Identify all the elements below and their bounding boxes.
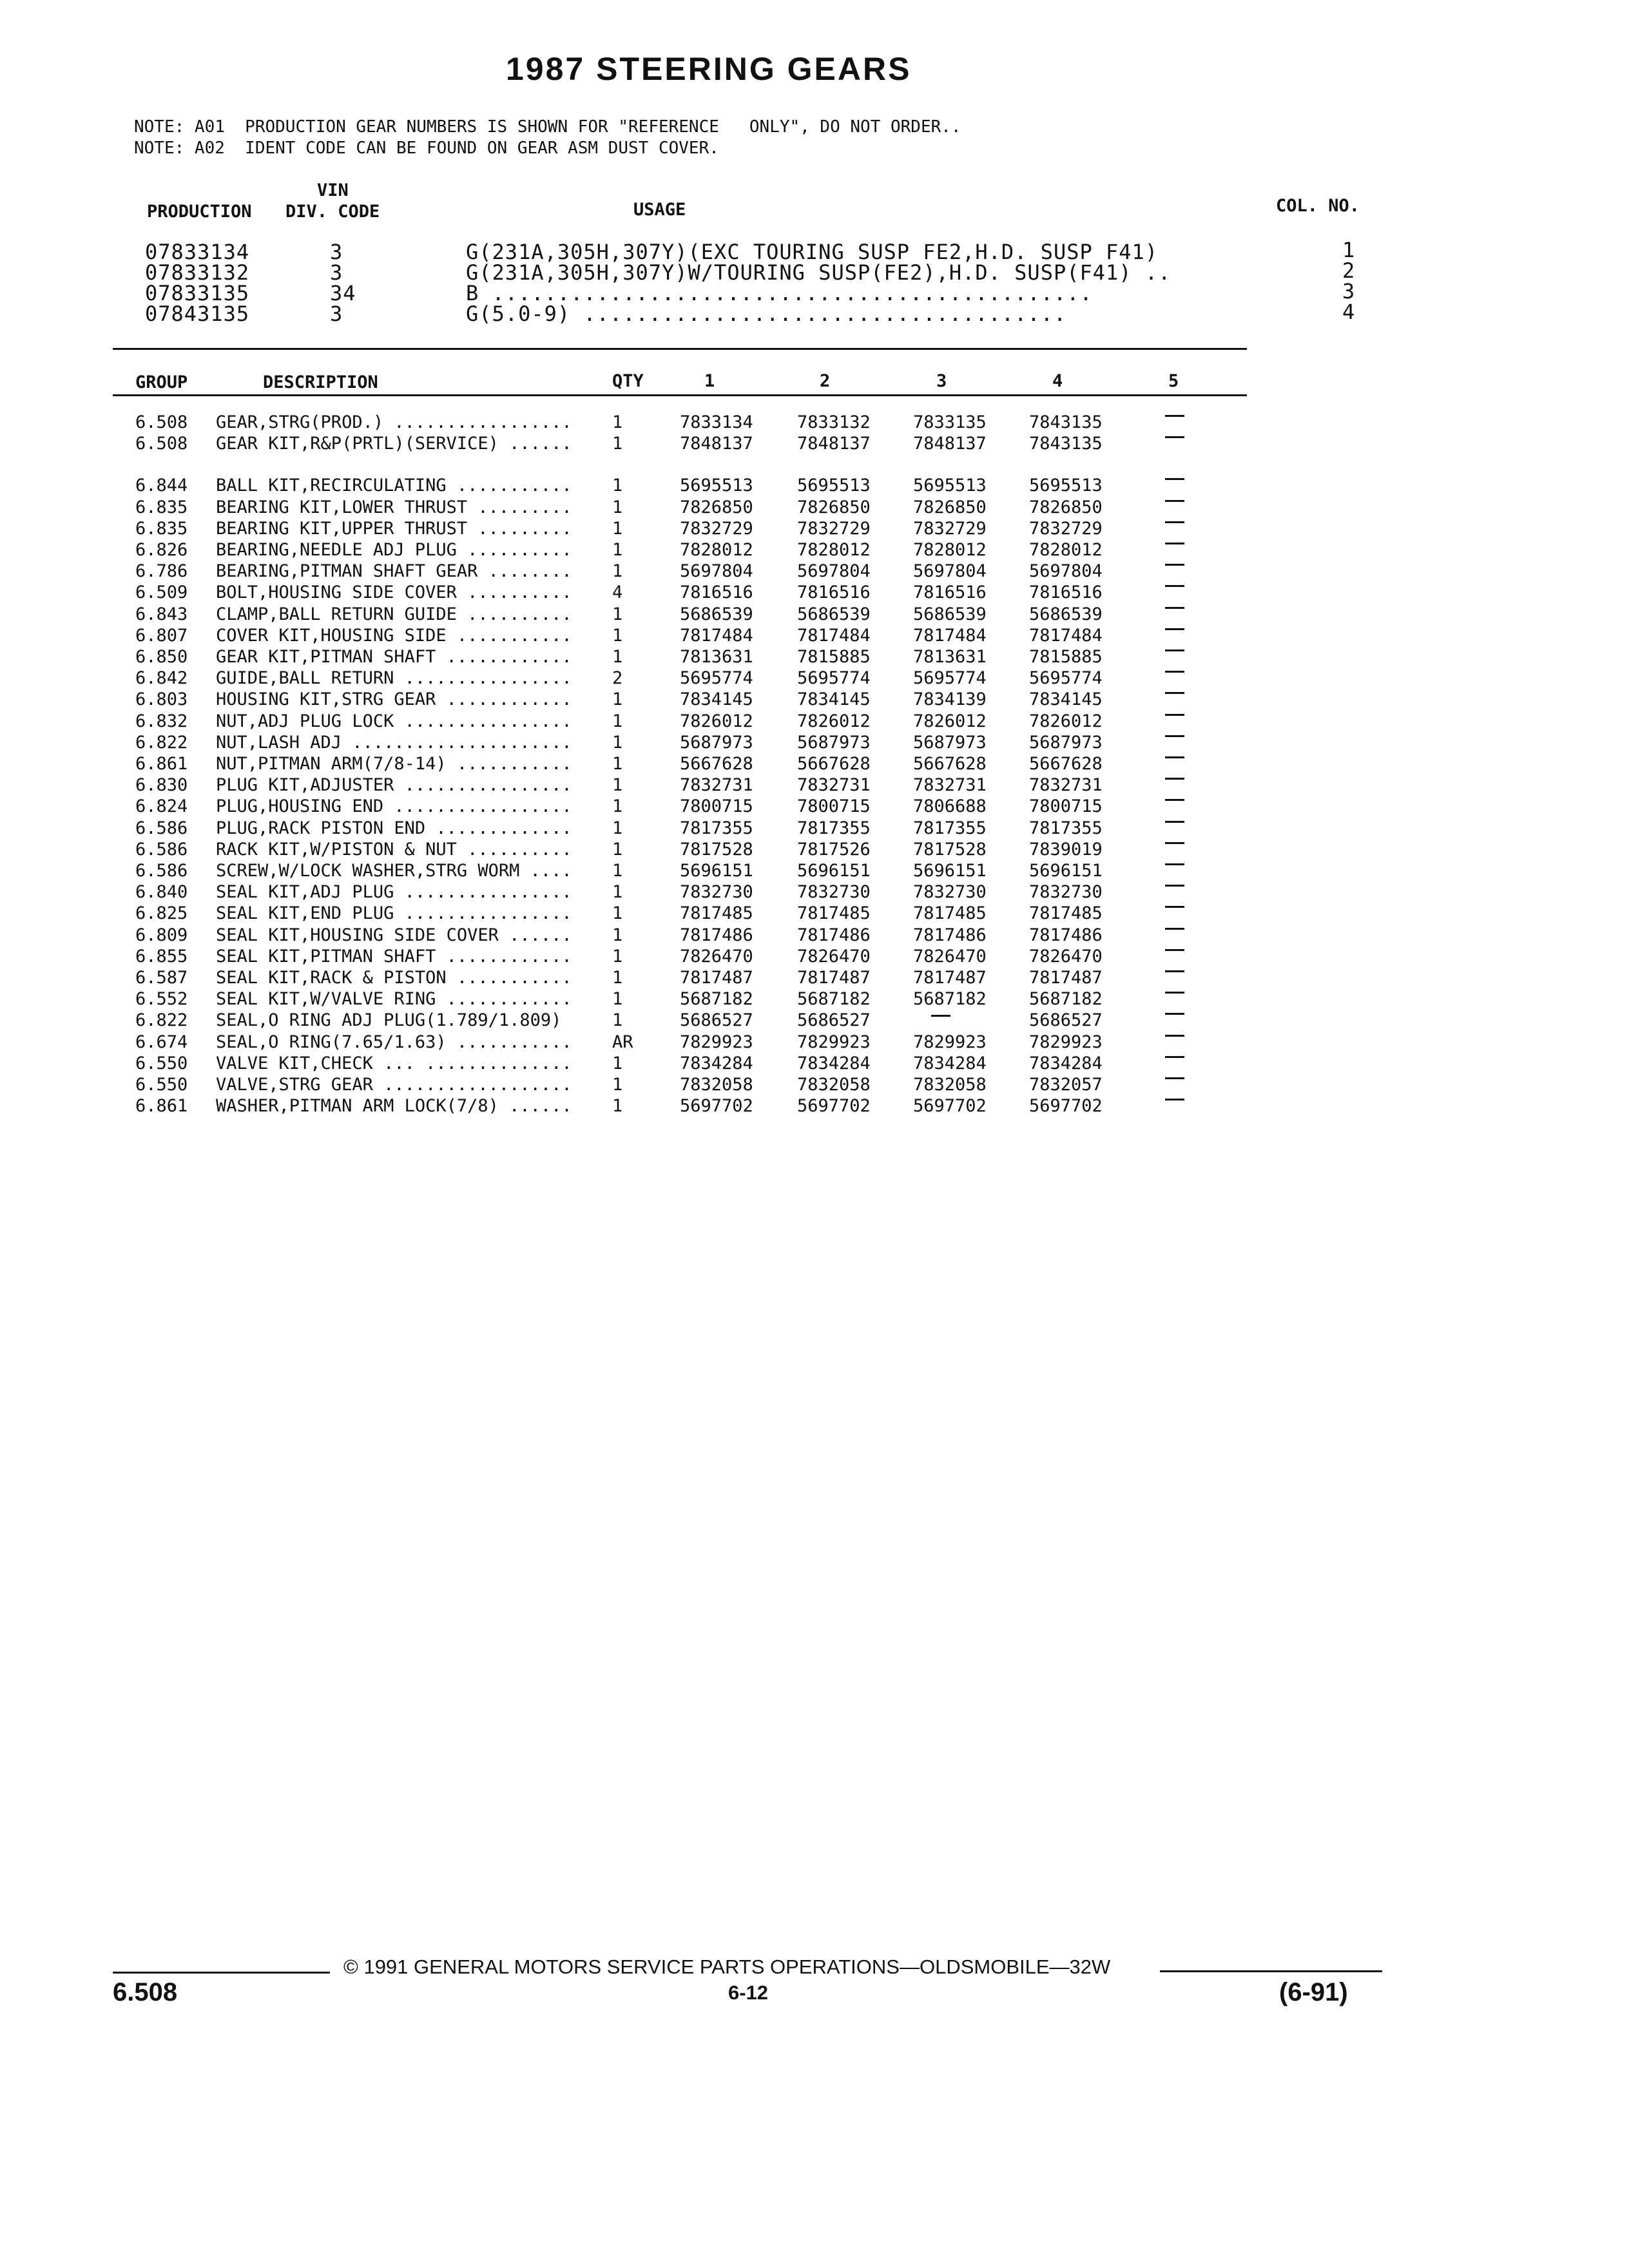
part-number-cell: 7843135	[1029, 412, 1103, 432]
part-number-cell: 5697804	[913, 561, 987, 582]
group-cell: 6.822	[135, 1010, 188, 1031]
part-number-cell: 7832729	[913, 518, 987, 539]
description-cell: NUT,PITMAN ARM(7/8-14) ...........	[216, 754, 572, 774]
col-5-dash	[1165, 885, 1184, 887]
part-number-cell: 7834284	[797, 1053, 871, 1073]
group-cell: 6.842	[135, 668, 188, 689]
group-cell: 6.844	[135, 476, 188, 496]
part-number-cell: 5687182	[680, 989, 753, 1010]
col-5-dash	[1165, 521, 1184, 523]
col-5-dash	[1165, 436, 1184, 438]
part-number-cell: 7826850	[680, 497, 753, 517]
part-number-cell: 7817528	[913, 839, 987, 860]
part-number-cell: 7832058	[797, 1075, 871, 1095]
part-number-cell: 7832730	[680, 882, 753, 903]
part-number-cell: 5695513	[680, 476, 753, 496]
col-1-header: 1	[704, 371, 715, 391]
group-cell: 6.826	[135, 540, 188, 560]
group-cell: 6.807	[135, 625, 188, 646]
part-number-cell: 7817355	[913, 818, 987, 838]
page-title: 1987 STEERING GEARS	[506, 51, 912, 87]
part-number-cell: 7828012	[797, 540, 871, 560]
description-cell: GUIDE,BALL RETURN ................	[216, 668, 572, 689]
col-5-dash	[1165, 863, 1184, 865]
qty-cell: 1	[612, 476, 623, 496]
description-cell: PLUG,RACK PISTON END .............	[216, 818, 572, 838]
col-5-dash	[1165, 928, 1184, 930]
part-number-cell: 7815885	[1029, 647, 1103, 667]
part-number-cell: 5697702	[1029, 1096, 1103, 1117]
not-applicable-dash	[931, 1015, 950, 1017]
part-number-cell: 5697702	[680, 1096, 753, 1117]
part-number-cell: 7843135	[1029, 434, 1103, 454]
part-number-cell: 7848137	[913, 434, 987, 454]
part-number-cell: 7832058	[680, 1075, 753, 1095]
qty-cell: 1	[612, 732, 623, 753]
part-number-cell: 7832729	[1029, 518, 1103, 539]
qty-cell: 2	[612, 668, 623, 689]
part-number-cell: 5687973	[680, 732, 753, 753]
col-5-dash	[1165, 949, 1184, 951]
part-number-cell: 7848137	[680, 434, 753, 454]
qty-cell: 1	[612, 1053, 623, 1073]
footer-page-number: 6-12	[728, 1981, 769, 2004]
col-5-dash	[1165, 1013, 1184, 1015]
group-cell: 6.861	[135, 754, 188, 774]
part-number-cell: 5687973	[913, 732, 987, 753]
qty-cell: 1	[612, 1010, 623, 1031]
part-number-cell: 5696151	[1029, 861, 1103, 881]
usage-text: B ..............................................	[466, 281, 1093, 305]
description-cell: SEAL KIT,ADJ PLUG ................	[216, 882, 572, 903]
part-number-cell: 5686539	[913, 604, 987, 624]
usage-text: G(231A,305H,307Y)W/TOURING SUSP(FE2),H.D. SUSP(F41) ..	[466, 260, 1171, 285]
qty-cell: 1	[612, 604, 623, 624]
part-number-cell: 5667628	[913, 754, 987, 774]
col-5-dash	[1165, 1077, 1184, 1079]
part-number-cell: 5695774	[913, 668, 987, 689]
col-5-dash	[1165, 415, 1184, 417]
part-number-cell: 7816516	[680, 582, 753, 603]
group-cell: 6.674	[135, 1032, 188, 1052]
col-5-dash	[1165, 799, 1184, 801]
group-header: GROUP	[135, 372, 188, 392]
qty-cell: 1	[612, 1075, 623, 1095]
col-5-dash	[1165, 478, 1184, 480]
col-5-dash	[1165, 842, 1184, 844]
part-number-cell: 7834145	[797, 689, 871, 710]
part-number-cell: 7833134	[680, 412, 753, 432]
description-cell: PLUG KIT,ADJUSTER ................	[216, 775, 572, 796]
part-number-cell: 5687973	[1029, 732, 1103, 753]
col-5-dash	[1165, 735, 1184, 737]
qty-cell: AR	[612, 1032, 633, 1052]
group-cell: 6.830	[135, 775, 188, 796]
description-cell: BALL KIT,RECIRCULATING ...........	[216, 476, 572, 496]
note-a02: NOTE: A02 IDENT CODE CAN BE FOUND ON GEAR ASM DUST COVER.	[134, 139, 719, 158]
part-number-cell: 5686539	[797, 604, 871, 624]
part-number-cell: 7828012	[913, 540, 987, 560]
description-cell: BEARING KIT,LOWER THRUST .........	[216, 497, 572, 517]
group-cell: 6.586	[135, 861, 188, 881]
description-cell: COVER KIT,HOUSING SIDE ...........	[216, 625, 572, 646]
part-number-cell: 5687182	[1029, 989, 1103, 1010]
production-header: PRODUCTION	[147, 202, 252, 222]
part-number-cell: 7800715	[797, 796, 871, 817]
part-number-cell: 7829923	[913, 1032, 987, 1052]
part-number-cell: 5697804	[797, 561, 871, 582]
group-cell: 6.586	[135, 839, 188, 860]
part-number-cell: 5697702	[797, 1096, 871, 1117]
group-cell: 6.803	[135, 689, 188, 710]
qty-cell: 1	[612, 497, 623, 517]
qty-cell: 4	[612, 582, 623, 603]
group-cell: 6.822	[135, 732, 188, 753]
part-number-cell: 7817486	[680, 925, 753, 945]
part-number-cell: 7817485	[913, 903, 987, 924]
part-number-cell: 5697702	[913, 1096, 987, 1117]
col-5-header: 5	[1168, 371, 1179, 391]
part-number-cell: 7832058	[913, 1075, 987, 1095]
group-cell: 6.587	[135, 968, 188, 988]
col-5-dash	[1165, 607, 1184, 609]
description-cell: NUT,ADJ PLUG LOCK ................	[216, 711, 572, 731]
col-5-dash	[1165, 1035, 1184, 1037]
group-cell: 6.832	[135, 711, 188, 731]
qty-cell: 1	[612, 518, 623, 539]
qty-cell: 1	[612, 540, 623, 560]
div-code: 3	[330, 240, 343, 264]
part-number-cell: 7833132	[797, 412, 871, 432]
group-cell: 6.825	[135, 903, 188, 924]
qty-cell: 1	[612, 647, 623, 667]
col-5-dash	[1165, 756, 1184, 758]
part-number-cell: 7832730	[1029, 882, 1103, 903]
col-5-dash	[1165, 992, 1184, 994]
col-5-dash	[1165, 821, 1184, 823]
description-cell: CLAMP,BALL RETURN GUIDE ..........	[216, 604, 572, 624]
col-4-header: 4	[1052, 371, 1063, 391]
group-cell: 6.508	[135, 434, 188, 454]
part-number-cell: 7828012	[1029, 540, 1103, 560]
part-number-cell: 7813631	[680, 647, 753, 667]
footer-rule-left	[113, 1972, 330, 1974]
col-5-dash	[1165, 1056, 1184, 1058]
part-number-cell: 5695513	[1029, 476, 1103, 496]
description-cell: GEAR KIT,PITMAN SHAFT ............	[216, 647, 572, 667]
description-cell: SEAL KIT,W/VALVE RING ............	[216, 989, 572, 1010]
part-number-cell: 7832057	[1029, 1075, 1103, 1095]
part-number-cell: 7834284	[913, 1053, 987, 1073]
qty-cell: 1	[612, 1096, 623, 1117]
qty-header: QTY	[612, 371, 644, 391]
qty-cell: 1	[612, 434, 623, 454]
part-number-cell: 7817487	[913, 968, 987, 988]
col-5-dash	[1165, 585, 1184, 587]
group-cell: 6.809	[135, 925, 188, 945]
col-5-dash	[1165, 543, 1184, 544]
description-cell: GEAR,STRG(PROD.) .................	[216, 412, 572, 432]
part-number-cell: 5687182	[797, 989, 871, 1010]
col-5-dash	[1165, 778, 1184, 780]
col-5-dash	[1165, 970, 1184, 972]
part-number-cell: 7839019	[1029, 839, 1103, 860]
copyright-text: © 1991 GENERAL MOTORS SERVICE PARTS OPERATIONS—OLDSMOBILE—32W	[343, 1956, 1111, 1978]
part-number-cell: 7834284	[680, 1053, 753, 1073]
part-number-cell: 7826850	[797, 497, 871, 517]
description-cell: BOLT,HOUSING SIDE COVER ..........	[216, 582, 572, 603]
part-number-cell: 7828012	[680, 540, 753, 560]
qty-cell: 1	[612, 711, 623, 731]
qty-cell: 1	[612, 839, 623, 860]
col-2-header: 2	[820, 371, 831, 391]
description-cell: SEAL,O RING(7.65/1.63) ...........	[216, 1032, 572, 1052]
part-number-cell: 5696151	[680, 861, 753, 881]
part-number-cell: 7832731	[1029, 775, 1103, 796]
footer-rule-right	[1160, 1970, 1382, 1972]
part-number-cell: 5686539	[1029, 604, 1103, 624]
part-number-cell: 7832729	[797, 518, 871, 539]
group-cell: 6.586	[135, 818, 188, 838]
part-number-cell: 5686539	[680, 604, 753, 624]
description-cell: BEARING,NEEDLE ADJ PLUG ..........	[216, 540, 572, 560]
part-number-cell: 7817484	[680, 625, 753, 646]
part-number-cell: 7834284	[1029, 1053, 1103, 1073]
col-no-header: COL. NO.	[1276, 196, 1360, 216]
part-number-cell: 7817487	[797, 968, 871, 988]
qty-cell: 1	[612, 925, 623, 945]
part-number-cell: 7800715	[680, 796, 753, 817]
description-cell: BEARING KIT,UPPER THRUST .........	[216, 518, 572, 539]
part-number-cell: 7832730	[797, 882, 871, 903]
part-number-cell: 7817355	[1029, 818, 1103, 838]
part-number-cell: 7817487	[680, 968, 753, 988]
part-number-cell: 7817484	[797, 625, 871, 646]
div-code-header: DIV. CODE	[285, 202, 380, 222]
part-number-cell: 7826850	[1029, 497, 1103, 517]
production-number: 07843135	[145, 302, 250, 326]
description-cell: SEAL KIT,END PLUG ................	[216, 903, 572, 924]
part-number-cell: 7832731	[913, 775, 987, 796]
part-number-cell: 5695513	[797, 476, 871, 496]
part-number-cell: 7832729	[680, 518, 753, 539]
col-3-header: 3	[936, 371, 947, 391]
col-5-dash	[1165, 1099, 1184, 1100]
part-number-cell: 7817355	[680, 818, 753, 838]
group-cell: 6.550	[135, 1075, 188, 1095]
description-cell: VALVE KIT,CHECK ... ..............	[216, 1053, 572, 1073]
part-number-cell: 7826470	[913, 946, 987, 966]
qty-cell: 1	[612, 946, 623, 966]
header-top-rule	[113, 348, 1247, 350]
description-cell: WASHER,PITMAN ARM LOCK(7/8) ......	[216, 1096, 572, 1117]
part-number-cell: 7834139	[913, 689, 987, 710]
part-number-cell: 7816516	[1029, 582, 1103, 603]
description-cell: RACK KIT,W/PISTON & NUT ..........	[216, 839, 572, 860]
qty-cell: 1	[612, 561, 623, 582]
col-5-dash	[1165, 564, 1184, 566]
col-number: 4	[1342, 300, 1356, 324]
description-cell: SEAL KIT,PITMAN SHAFT ............	[216, 946, 572, 966]
group-cell: 6.550	[135, 1053, 188, 1073]
qty-cell: 1	[612, 989, 623, 1010]
description-cell: HOUSING KIT,STRG GEAR ............	[216, 689, 572, 710]
group-cell: 6.835	[135, 497, 188, 517]
description-cell: SEAL,O RING ADJ PLUG(1.789/1.809)	[216, 1010, 572, 1031]
qty-cell: 1	[612, 818, 623, 838]
production-number: 07833132	[145, 260, 250, 285]
usage-text: G(5.0-9) .....................................	[466, 302, 1067, 326]
div-code: 3	[330, 302, 343, 326]
part-number-cell: 5695513	[913, 476, 987, 496]
part-number-cell: 7848137	[797, 434, 871, 454]
part-number-cell: 7817355	[797, 818, 871, 838]
description-cell: BEARING,PITMAN SHAFT GEAR ........	[216, 561, 572, 582]
part-number-cell: 7800715	[1029, 796, 1103, 817]
part-number-cell: 5667628	[797, 754, 871, 774]
part-number-cell: 7817486	[1029, 925, 1103, 945]
qty-cell: 1	[612, 903, 623, 924]
group-cell: 6.840	[135, 882, 188, 903]
part-number-cell: 5695774	[680, 668, 753, 689]
qty-cell: 1	[612, 412, 623, 432]
note-a01: NOTE: A01 PRODUCTION GEAR NUMBERS IS SHOWN FOR "REFERENCE ONLY", DO NOT ORDER..	[134, 117, 961, 137]
part-number-cell: 7834145	[1029, 689, 1103, 710]
production-number: 07833134	[145, 240, 250, 264]
group-cell: 6.835	[135, 518, 188, 539]
part-number-cell: 5696151	[913, 861, 987, 881]
description-cell: SEAL KIT,RACK & PISTON ...........	[216, 968, 572, 988]
part-number-cell: 7817486	[797, 925, 871, 945]
part-number-cell: 7813631	[913, 647, 987, 667]
part-number-cell: 7826470	[797, 946, 871, 966]
group-cell: 6.855	[135, 946, 188, 966]
description-cell: SCREW,W/LOCK WASHER,STRG WORM ....	[216, 861, 572, 881]
qty-cell: 1	[612, 796, 623, 817]
part-number-cell: 7817484	[1029, 625, 1103, 646]
group-cell: 6.509	[135, 582, 188, 603]
part-number-cell: 7806688	[913, 796, 987, 817]
qty-cell: 1	[612, 689, 623, 710]
col-number: 2	[1342, 258, 1356, 283]
group-cell: 6.850	[135, 647, 188, 667]
part-number-cell: 7817485	[797, 903, 871, 924]
group-cell: 6.843	[135, 604, 188, 624]
part-number-cell: 7826012	[1029, 711, 1103, 731]
col-5-dash	[1165, 714, 1184, 716]
part-number-cell: 7832731	[797, 775, 871, 796]
part-number-cell: 7816516	[913, 582, 987, 603]
col-5-dash	[1165, 906, 1184, 908]
col-5-dash	[1165, 671, 1184, 673]
part-number-cell: 7832731	[680, 775, 753, 796]
part-number-cell: 7816516	[797, 582, 871, 603]
part-number-cell: 5697804	[1029, 561, 1103, 582]
col-number: 1	[1342, 238, 1356, 262]
col-5-dash	[1165, 628, 1184, 630]
part-number-cell: 7817526	[797, 839, 871, 860]
part-number-cell: 7829923	[1029, 1032, 1103, 1052]
part-number-cell: 7826850	[913, 497, 987, 517]
group-cell: 6.508	[135, 412, 188, 432]
part-number-cell: 7817484	[913, 625, 987, 646]
col-number: 3	[1342, 279, 1356, 303]
group-cell: 6.824	[135, 796, 188, 817]
usage-header: USAGE	[633, 200, 686, 220]
part-number-cell: 5686527	[1029, 1010, 1103, 1031]
part-number-cell: 7826012	[680, 711, 753, 731]
part-number-cell: 7826012	[913, 711, 987, 731]
description-cell: VALVE,STRG GEAR ..................	[216, 1075, 572, 1095]
vin-header: VIN	[317, 180, 349, 200]
footer-date: (6-91)	[1279, 1978, 1348, 2006]
part-number-cell: 5667628	[1029, 754, 1103, 774]
part-number-cell: 7833135	[913, 412, 987, 432]
qty-cell: 1	[612, 861, 623, 881]
group-cell: 6.552	[135, 989, 188, 1010]
part-number-cell: 5696151	[797, 861, 871, 881]
part-number-cell: 7817486	[913, 925, 987, 945]
part-number-cell: 7834145	[680, 689, 753, 710]
part-number-cell: 5695774	[1029, 668, 1103, 689]
div-code: 3	[330, 260, 343, 285]
part-number-cell: 5687182	[913, 989, 987, 1010]
part-number-cell: 5686527	[797, 1010, 871, 1031]
part-number-cell: 5695774	[797, 668, 871, 689]
part-number-cell: 7829923	[680, 1032, 753, 1052]
part-number-cell: 7832730	[913, 882, 987, 903]
col-5-dash	[1165, 649, 1184, 651]
part-number-cell: 7826470	[680, 946, 753, 966]
part-number-cell: 5697804	[680, 561, 753, 582]
description-header: DESCRIPTION	[263, 372, 378, 392]
qty-cell: 1	[612, 754, 623, 774]
part-number-cell: 7829923	[797, 1032, 871, 1052]
part-number-cell: 7817487	[1029, 968, 1103, 988]
production-number: 07833135	[145, 281, 250, 305]
footer-section-number: 6.508	[113, 1978, 178, 2006]
group-cell: 6.786	[135, 561, 188, 582]
header-bottom-rule	[113, 394, 1247, 396]
part-number-cell: 7817485	[680, 903, 753, 924]
part-number-cell: 7817485	[1029, 903, 1103, 924]
part-number-cell: 5687973	[797, 732, 871, 753]
part-number-cell: 5667628	[680, 754, 753, 774]
part-number-cell: 5686527	[680, 1010, 753, 1031]
description-cell: SEAL KIT,HOUSING SIDE COVER ......	[216, 925, 572, 945]
description-cell: PLUG,HOUSING END .................	[216, 796, 572, 817]
group-cell: 6.861	[135, 1096, 188, 1117]
part-number-cell: 7826470	[1029, 946, 1103, 966]
qty-cell: 1	[612, 775, 623, 796]
description-cell: NUT,LASH ADJ .....................	[216, 732, 572, 753]
usage-text: G(231A,305H,307Y)(EXC TOURING SUSP FE2,H.D. SUSP F41)	[466, 240, 1159, 264]
qty-cell: 1	[612, 968, 623, 988]
part-number-cell: 7826012	[797, 711, 871, 731]
qty-cell: 1	[612, 882, 623, 903]
div-code: 34	[330, 281, 356, 305]
part-number-cell: 7815885	[797, 647, 871, 667]
part-number-cell: 7817528	[680, 839, 753, 860]
qty-cell: 1	[612, 625, 623, 646]
description-cell: GEAR KIT,R&P(PRTL)(SERVICE) ......	[216, 434, 572, 454]
col-5-dash	[1165, 500, 1184, 502]
col-5-dash	[1165, 692, 1184, 694]
